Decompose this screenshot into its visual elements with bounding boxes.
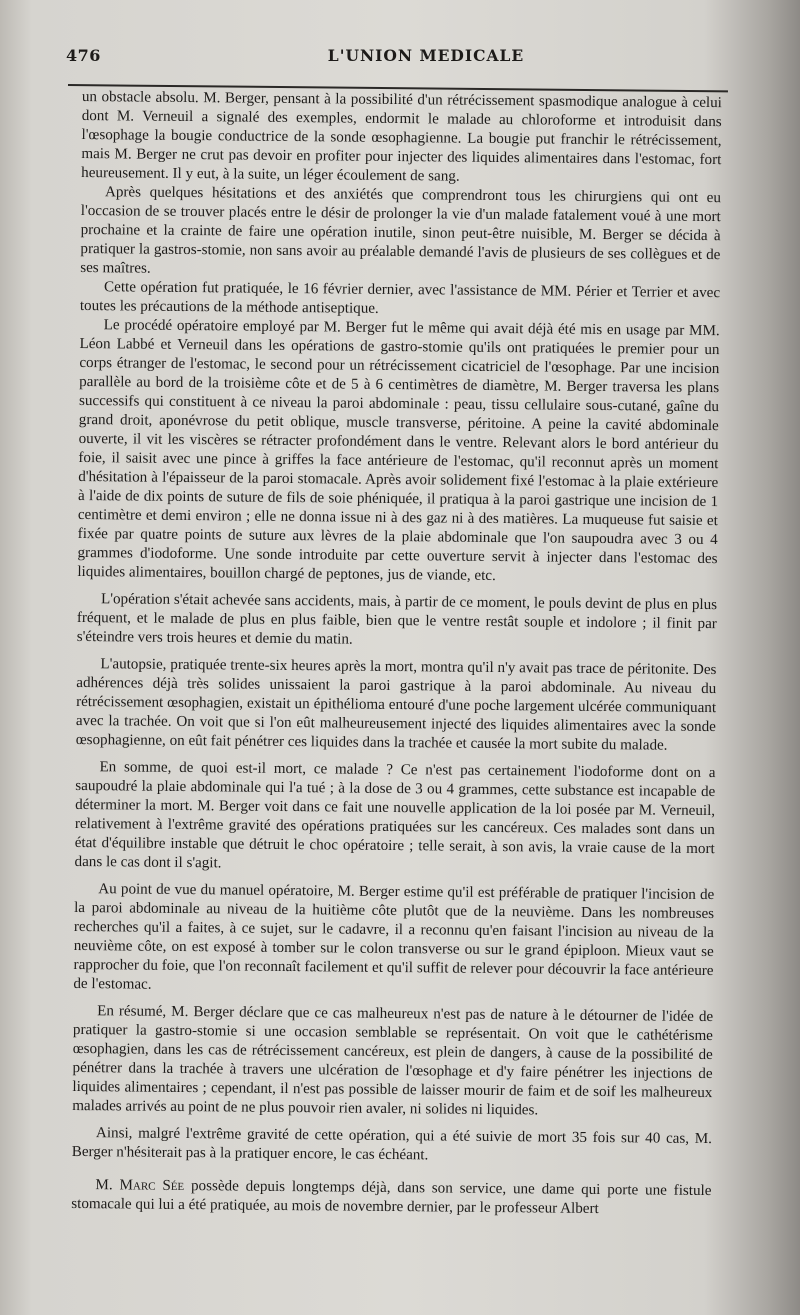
paragraph-3: Cette opération fut pratiquée, le 16 février dernier, avec l'assistance de MM. Périer et Terrier et avec toutes les précautions de la méthode antiseptique. [79,279,721,317]
person-name: M. Marc Sée [95,1177,185,1195]
paragraph-2: Après quelques hésitations et des anxiétés que comprendront tous les chirurgiens qui ont eu l'occasion de se trouver placés entre le désir de prolonger la vie d'un malade fatalement voué à une mort prochaine et la crainte de faire une opération inutile, sinon peut-être nuisible, M. Berger se décida à pratiquer la gastros-stomie, non sans avoir au préalable demandé l'avis de plusieurs de ses collègues et de ses maîtres. [80,184,722,277]
page-number: 476 [66,46,101,65]
journal-page [44,28,764,1308]
page-header [66,46,756,76]
paragraph-10: Ainsi, malgré l'extrême gravité de cette opération, qui a été suivie de mort 35 fois sur 40 cas, M. Berger n'hésiterait pas à la pratiquer encore, le cas échéant. [71,1125,713,1164]
paragraph-8: Au point de vue du manuel opératoire, M. Berger estime qu'il est préférable de pratiquer l'incision de la paroi abdominale au niveau de la huitième côte plutôt que de la neuvième. Dans les nombreuses recherches qu'il a faites, à ce sujet, sur le cadavre, il a reconnu qu'en faisant l'incision au niveau de la neuvième côte, on est exposé à tomber sur le colon transverse ou sur le grand épiploon. Mieux vaut se rapprocher du foie, que l'on reconnaît facilement et qu'il suffit de relever pour découvrir la face antérieure de l'estomac. [73,881,715,993]
running-title: L'UNION MEDICALE [327,46,525,65]
paragraph-11-text: possède depuis longtemps déjà, dans son service, une dame qui porte une fistule stomacale qui lui a été pratiquée, au mois de novembre dernier, par le professeur Albert [71,1178,712,1218]
paragraph-1: un obstacle absolu. M. Berger, pensant à la possibilité d'un rétrécissement spasmodique analogue à celui dont M. Verneuil a signalé des exemples, endormit le malade au chloroforme et introduisit dans l'œsophage la bougie conductrice de la sonde œsophagienne. La bougie put franchir le rétrécissement, mais M. Berger ne crut pas devoir en profiter pour injecter des liquides alimentaires dans l'estomac, fort heureusement. Il y eut, à la suite, un léger écoulement de sang. [81,88,722,185]
paragraph-4: Le procédé opératoire employé par M. Berger fut le même qui avait déjà été mis en usage par MM. Léon Labbé et Verneuil dans les opérations de gastro-stomie qu'ils ont pratiquées le premier pour un corps étranger de l'estomac, le second pour un rétrécissement cicatriciel de l'œsophage. Par une incision parallèle au bord de la troisième côte et de 5 à 6 centimètres de diamètre, M. Berger traversa les plans successifs qui constituent à ce niveau la paroi abdominale : peau, tissu cellulaire sous-cutané, gaîne du grand droit, aponévrose du petit oblique, muscle transverse, péritoine. A peine la cavité abdominale ouverte, il vit les viscères se rétracter profondément dans le ventre. Relevant alors le bord antérieur du foie, il saisit avec une pince à griffes la face antérieure de l'estomac, qu'il reconnut après un moment d'hésitation à l'épaisseur de la paroi stomacale. Après avoir solidement fixé l'estomac à la plaie extérieure à l'aide de dix points de suture de fils de soie phéniquée, il pratiqua à la paroi gastrique une incision de 1 centimètre et demi environ ; elle ne donna issue ni à des gaz ni à des matières. La muqueuse fut saisie et fixée par quatre points de suture aux lèvres de la plaie abdominale que l'on saupoudra avec 3 ou 4 grammes d'iodoforme. Une sonde introduite par cette ouverture servit à injecter dans l'estomac des liquides alimentaires, bouillon chargé de peptones, jus de viande, etc. [77,317,720,584]
paragraph-9: En résumé, M. Berger déclare que ce cas malheureux n'est pas de nature à le détourner de l'idée de pratiquer la gastro-stomie si une occasion semblable se représentait. On voit que le cathétérisme œsophagien, dans les cas de rétrécissement cancéreux, est plein de dangers, à cause de la possibilité de pénétrer dans la trachée à travers une ulcération de l'œsophage et d'y faire pénétrer les injections de liquides alimentaires ; cependant, il n'est pas possible de laisser mourir de faim et de soif les malheureux malades arrivés au point de ne plus pouvoir rien avaler, ni solides ni liquides. [72,1003,714,1119]
paragraph-11 [71,1176,711,1220]
paragraph-6: L'autopsie, pratiquée trente-six heures après la mort, montra qu'il n'y avait pas trace de péritonite. Des adhérences déjà très solides unissaient la paroi gastrique à la paroi abdominale. Au niveau du rétrécissement œsophagien, existait un épithélioma entouré d'une poche largement ulcérée communiquant avec la trachée. On voit que si l'on eût malheureusement injecté des liquides alimentaires avec la sonde œsophagienne, on eût fait pénétrer ces liquides dans la trachée et causée la mort subite du malade. [75,656,717,754]
paragraph-7: En somme, de quoi est-il mort, ce malade ? Ce n'est pas certainement l'iodoforme dont on a saupoudré la plaie abdominale qui l'a tué ; à la dose de 3 ou 4 grammes, cette substance est incapable de déterminer la mort. M. Berger voit dans ce fait une nouvelle application de la loi posée par M. Verneuil, relativement à l'extrême gravité des opérations pratiquées sur les cancéreux. Ces malades sont dans un état d'équilibre instable que détruit le choc opératoire ; telle serait, à son avis, la vraie cause de la mort dans le cas dont il s'agit. [74,759,716,872]
article-body [71,88,722,1220]
paragraph-5: L'opération s'était achevée sans accidents, mais, à partir de ce moment, le pouls devint de plus en plus fréquent, et le malade de plus en plus faible, bien que le ventre restât souple et indolore ; il finit par s'éteindre vers trois heures et demie du matin. [76,591,718,648]
